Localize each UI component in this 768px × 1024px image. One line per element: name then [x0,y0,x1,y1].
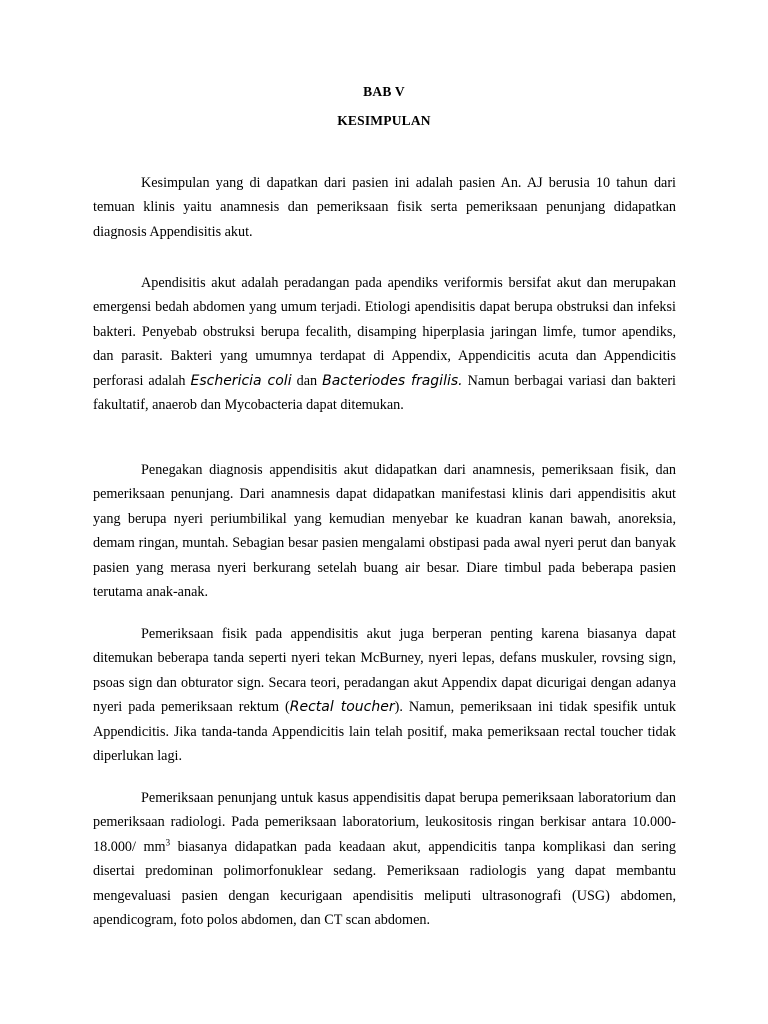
paragraph-2-text-c: Namun berbagai variasi dan bakteri fakultatif, anaerob dan Mycobacteria dapat ditemukan. [93,372,676,414]
species-name-1: Eschericia coli [190,372,292,389]
paragraph-2-text-b: dan [291,372,323,389]
paragraph-2-text-a: Apendisitis akut adalah peradangan pada apendiks veriformis bersifat akut dan merupakan emergensi bedah abdomen yang umum terjadi. Etiologi apendisitis dapat berupa obstruksi dan infeksi bakteri. Penyebab obstruksi berupa fecalith, disamping hiperplasia jaringan limfe, tumor apendiks, dan parasit. Bakteri yang umumnya terdapat di Appendix, Appendicitis acuta dan Appendicitis perforasi adalah [93,275,676,389]
paragraph-5-text-b: biasanya didapatkan pada keadaan akut, appendicitis tanpa komplikasi dan sering disertai predominan polimorfonuklear sedang. Pemeriksaan radiologis yang dapat membantu mengevaluasi pasien dengan kecurigaan apendisitis meliputi ultrasonografi (USG) abdomen, apendicogram, foto polos abdomen, dan CT scan abdomen. [93,838,676,929]
rectal-toucher-term: Rectal toucher [289,699,395,716]
species-name-2: Bacteriodes fragilis. [322,372,463,389]
paragraph-5 [93,786,676,932]
paragraph-4-text-b: ). Namun, pemeriksaan ini tidak spesifik untuk Appendicitis. Jika tanda-tanda Appendicitis lain telah positif, maka pemeriksaan rectal toucher tidak diperlukan lagi. [93,699,676,765]
paragraph-1-text: Kesimpulan yang di dapatkan dari pasien ini adalah pasien An. AJ berusia 10 tahun dari temuan klinis yaitu anamnesis dan pemeriksaan fisik serta pemeriksaan penunjang didapatkan diagnosis Appendisitis akut. [93,175,676,240]
superscript-3: 3 [165,837,171,848]
paragraph-3-text: Penegakan diagnosis appendisitis akut didapatkan dari anamnesis, pemeriksaan fisik, dan pemeriksaan penunjang. Dari anamnesis dapat didapatkan manifestasi klinis dari appendisitis akut yang berupa nyeri periumbilikal yang kemudian menyebar ke kuadran kanan bawah, anoreksia, demam ringan, muntah. Sebagian besar pasien mengalami obstipasi pada awal nyeri perut dan banyak pasien yang merasa nyeri berkurang setelah buang air besar. Diare timbul pada beberapa pasien terutama anak-anak. [93,462,676,601]
chapter-title: KESIMPULAN [337,113,431,128]
paragraph-3 [93,458,676,604]
paragraph-2 [93,271,676,417]
paragraph-4 [93,622,676,768]
paragraph-1 [93,171,676,244]
paragraph-4-text-a: Pemeriksaan fisik pada appendisitis akut juga berperan penting karena biasanya dapat ditemukan beberapa tanda seperti nyeri tekan McBurney, nyeri lepas, defans muskuler, rovsing sign, psoas sign dan obturator sign. Secara teori, peradangan akut Appendix dapat dicurigai dengan adanya nyeri pada pemeriksaan rektum ( [93,626,676,716]
chapter-heading: BAB V [363,84,405,99]
paragraph-5-text-a: Pemeriksaan penunjang untuk kasus appendisitis dapat berupa pemeriksaan laboratorium dan pemeriksaan radiologi. Pada pemeriksaan laboratorium, leukositosis ringan berkisar antara 10.000-18.000/ mm [93,790,676,855]
